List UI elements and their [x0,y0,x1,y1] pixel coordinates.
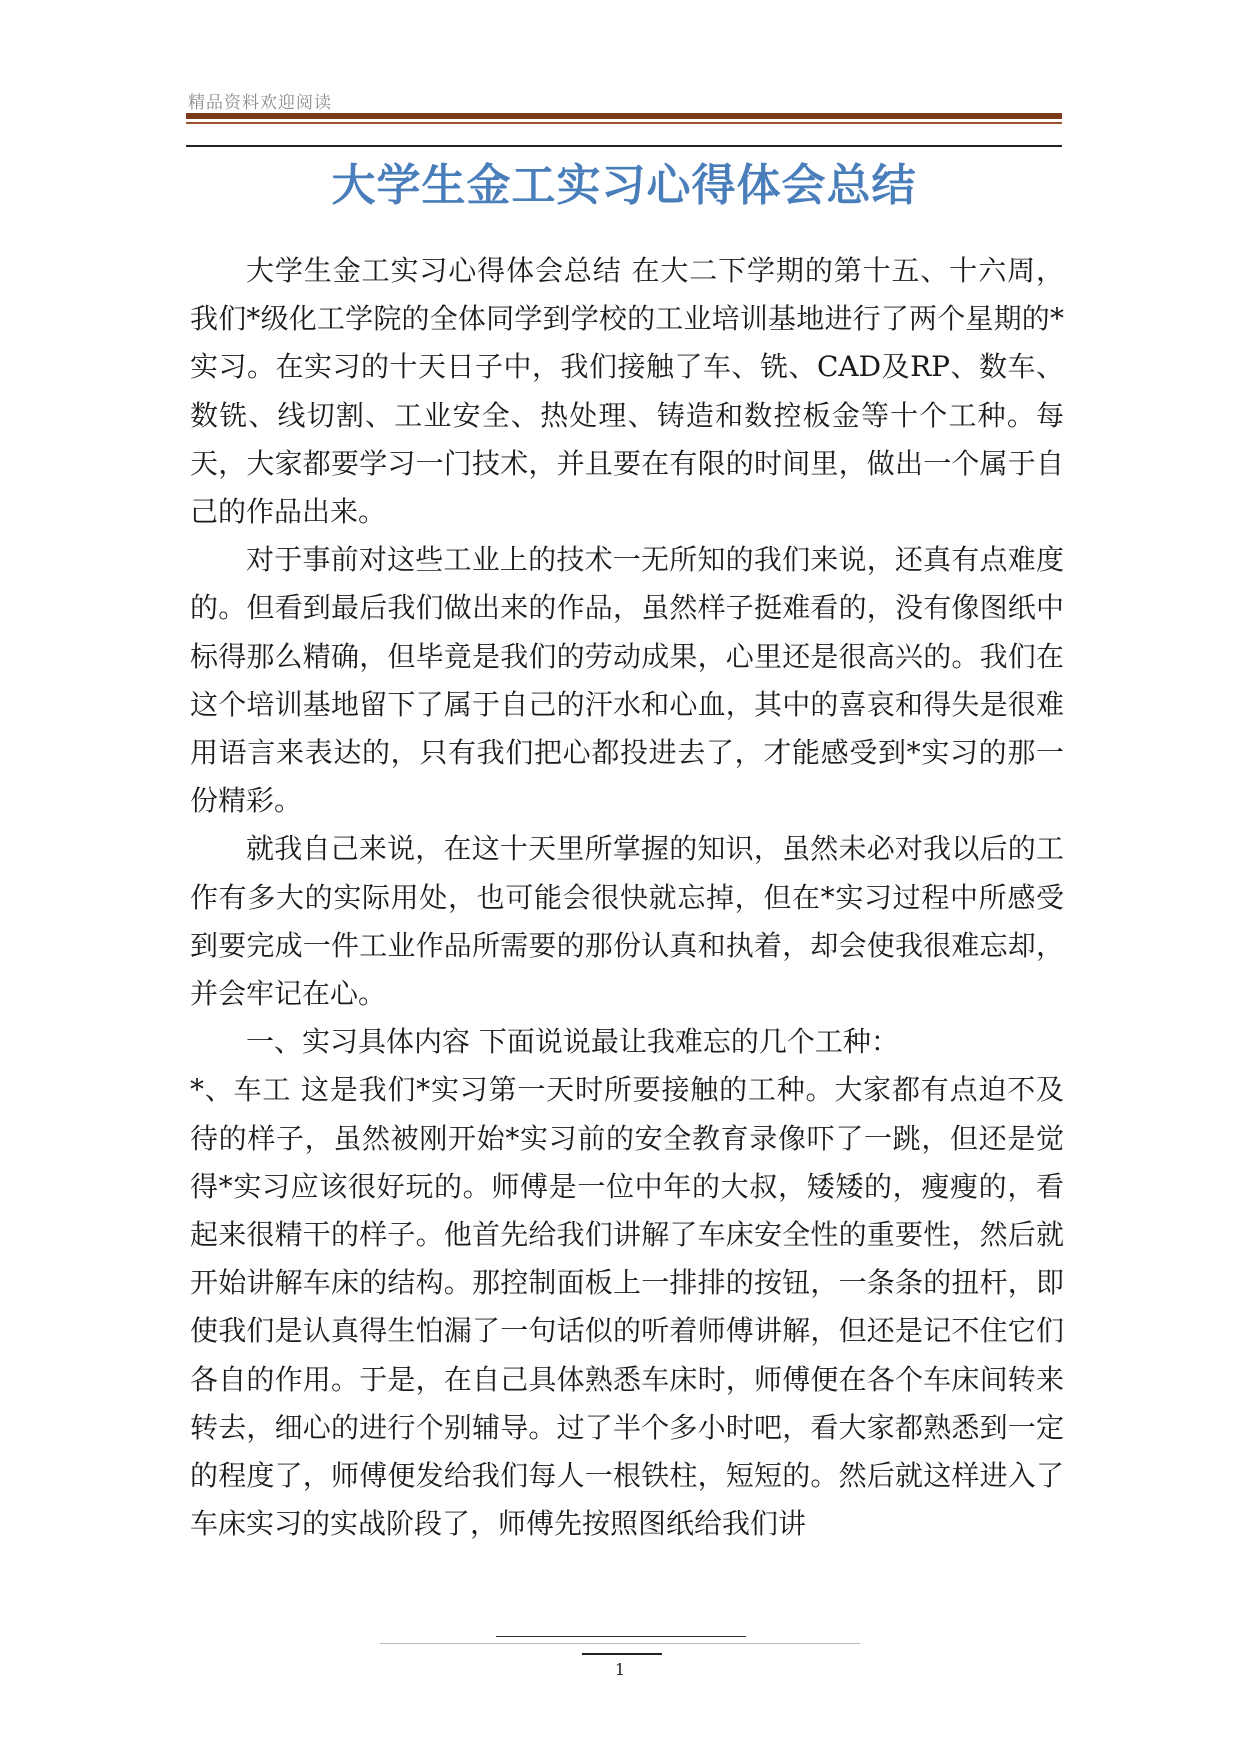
header-rule-thin [186,122,1062,124]
document-title: 大学生金工实习心得体会总结 [331,160,917,211]
paragraph: 就我自己来说，在这十天里所掌握的知识，虽然未必对我以后的工作有多大的实际用处，也可能会很快就忘掉，但在*实习过程中所感受到要完成一件工业作品所需要的那份认真和执着，却会使我很难忘却，并会牢记在心。 [190,832,1064,1011]
paragraph: 对于事前对这些工业上的技术一无所知的我们来说，还真有点难度的。但看到最后我们做出来的作品，虽然样子挺难看的，没有像图纸中标得那么精确，但毕竟是我们的劳动成果，心里还是很高兴的。我们在这个培训基地留下了属于自己的汗水和心血，其中的喜哀和得失是很难用语言来表达的，只有我们把心都投进去了，才能感受到*实习的那一份精彩。 [190,543,1064,818]
paragraph: 一、实习具体内容 下面说说最让我难忘的几个工种： [246,1025,899,1059]
footer-rule [496,1636,746,1637]
title-rule [186,145,1062,147]
footer-rule [582,1653,662,1655]
paragraph: 大学生金工实习心得体会总结 在大二下学期的第十五、十六周，我们*级化工学院的全体同学到学校的工业培训基地进行了两个星期的*实习。在实习的十天日子中，我们接触了车、铣、CAD及RP、数车、数铣、线切割、工业安全、热处理、铸造和数控板金等十个工种。每天，大家都要学习一门技术，并且要在有限的时间里，做出一个属于自己的作品出来。 [190,254,1064,529]
header-text: 精品资料欢迎阅读 [188,93,332,113]
paragraph: *、车工 这是我们*实习第一天时所要接触的工种。大家都有点迫不及待的样子，虽然被刚开始*实习前的安全教育录像吓了一跳，但还是觉得*实习应该很好玩的。师傅是一位中年的大叔，矮矮的，瘦瘦的，看起来很精干的样子。他首先给我们讲解了车床安全性的重要性，然后就开始讲解车床的结构。那控制面板上一排排的按钮，一条条的扭杆，即使我们是认真得生怕漏了一句话似的听着师傅讲解，但还是记不住它们各自的作用。于是，在自己具体熟悉车床时，师傅便在各个车床间转来转去，细心的进行个别辅导。过了半个多小时吧，看大家都熟悉到一定的程度了，师傅便发给我们每人一根铁柱，短短的。然后就这样进入了车床实习的实战阶段了，师傅先按照图纸给我们讲 [190,1073,1064,1541]
page-number: 1 [614,1660,626,1679]
footer-rule [380,1643,860,1644]
header-rule [186,113,1062,119]
document-body [190,247,1064,1548]
